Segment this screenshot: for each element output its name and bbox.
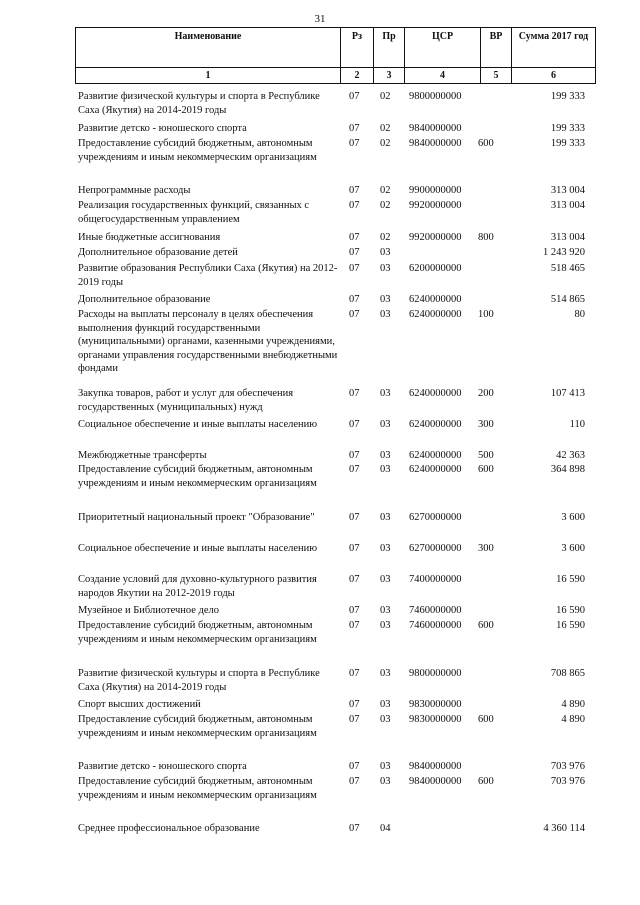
row-rz: 07 — [349, 185, 360, 196]
header-pr: Пр — [374, 28, 405, 68]
row-sum: 199 333 — [550, 91, 585, 102]
row-csr: 6240000000 — [409, 388, 462, 399]
row-csr: 6240000000 — [409, 309, 462, 320]
row-name: Расходы на выплаты персоналу в целях обеспечения выполнения функций государственными (муниципальными) органами, казенными учреждениями, органами управления государственными внебюджетными фондами — [78, 309, 338, 374]
row-sum: 4 890 — [561, 699, 585, 710]
row-csr: 9830000000 — [409, 714, 462, 725]
row-name: Развитие детско - юношеского спорта — [78, 761, 247, 772]
row-pr: 03 — [380, 419, 391, 430]
row-sum: 518 465 — [550, 263, 585, 274]
row-sum: 514 865 — [550, 294, 585, 305]
row-pr: 02 — [380, 232, 391, 243]
row-csr: 9840000000 — [409, 123, 462, 134]
row-pr: 03 — [380, 714, 391, 725]
row-pr: 03 — [380, 574, 391, 585]
row-pr: 03 — [380, 464, 391, 475]
row-pr: 02 — [380, 91, 391, 102]
row-vr: 600 — [478, 776, 494, 787]
row-rz: 07 — [349, 200, 360, 211]
row-name: Развитие физической культуры и спорта в Республике Саха (Якутия) на 2014-2019 годы — [78, 91, 320, 116]
row-rz: 07 — [349, 668, 360, 679]
row-pr: 03 — [380, 776, 391, 787]
row-name: Приоритетный национальный проект "Образование" — [78, 512, 315, 523]
row-pr: 03 — [380, 761, 391, 772]
row-sum: 3 600 — [561, 543, 585, 554]
header-sum: Сумма 2017 год — [512, 28, 596, 68]
row-csr: 9840000000 — [409, 138, 462, 149]
row-csr: 9840000000 — [409, 761, 462, 772]
row-csr: 6240000000 — [409, 294, 462, 305]
row-rz: 07 — [349, 605, 360, 616]
row-name: Дополнительное образование детей — [78, 247, 238, 258]
row-pr: 02 — [380, 185, 391, 196]
row-pr: 03 — [380, 294, 391, 305]
row-rz: 07 — [349, 309, 360, 320]
row-csr: 9920000000 — [409, 232, 462, 243]
row-csr: 6240000000 — [409, 450, 462, 461]
row-rz: 07 — [349, 294, 360, 305]
row-pr: 03 — [380, 620, 391, 631]
row-rz: 07 — [349, 91, 360, 102]
header-num-rz: 2 — [341, 68, 374, 84]
row-rz: 07 — [349, 761, 360, 772]
row-sum: 313 004 — [550, 232, 585, 243]
row-rz: 07 — [349, 512, 360, 523]
row-csr: 7460000000 — [409, 605, 462, 616]
row-csr: 7400000000 — [409, 574, 462, 585]
row-name: Развитие физической культуры и спорта в Республике Саха (Якутия) на 2014-2019 годы — [78, 668, 320, 693]
row-pr: 03 — [380, 450, 391, 461]
header-num-vr: 5 — [481, 68, 512, 84]
row-sum: 42 363 — [556, 450, 585, 461]
row-pr: 02 — [380, 123, 391, 134]
row-rz: 07 — [349, 419, 360, 430]
row-pr: 03 — [380, 512, 391, 523]
row-vr: 800 — [478, 232, 494, 243]
row-rz: 07 — [349, 450, 360, 461]
header-csr: ЦСР — [405, 28, 481, 68]
row-vr: 300 — [478, 543, 494, 554]
row-csr: 6240000000 — [409, 464, 462, 475]
row-name: Развитие образования Республики Саха (Якутия) на 2012-2019 годы — [78, 263, 338, 288]
row-name: Межбюджетные трансферты — [78, 450, 207, 461]
header-num-pr: 3 — [374, 68, 405, 84]
header-rz: Рз — [341, 28, 374, 68]
row-pr: 03 — [380, 388, 391, 399]
row-sum: 4 360 114 — [543, 823, 585, 834]
row-csr: 9800000000 — [409, 668, 462, 679]
row-name: Иные бюджетные ассигнования — [78, 232, 221, 243]
row-sum: 16 590 — [556, 574, 585, 585]
row-csr: 9830000000 — [409, 699, 462, 710]
row-rz: 07 — [349, 699, 360, 710]
row-sum: 107 413 — [550, 388, 585, 399]
row-sum: 1 243 920 — [543, 247, 585, 258]
row-csr: 9840000000 — [409, 776, 462, 787]
row-rz: 07 — [349, 823, 360, 834]
row-csr: 9900000000 — [409, 185, 462, 196]
row-pr: 03 — [380, 247, 391, 258]
row-vr: 200 — [478, 388, 494, 399]
row-name: Социальное обеспечение и иные выплаты населению — [78, 543, 318, 554]
header-name: Наименование — [76, 28, 341, 68]
row-name: Предоставление субсидий бюджетным, автономным учреждениям и иным некоммерческим организациям — [78, 138, 317, 163]
row-name: Предоставление субсидий бюджетным, автономным учреждениям и иным некоммерческим организациям — [78, 464, 317, 489]
row-sum: 313 004 — [550, 200, 585, 211]
row-sum: 16 590 — [556, 605, 585, 616]
row-vr: 600 — [478, 138, 494, 149]
row-name: Закупка товаров, работ и услуг для обеспечения государственных (муниципальных) нужд — [78, 388, 294, 413]
row-rz: 07 — [349, 123, 360, 134]
row-pr: 03 — [380, 699, 391, 710]
row-name: Дополнительное образование — [78, 294, 211, 305]
row-rz: 07 — [349, 543, 360, 554]
row-sum: 364 898 — [550, 464, 585, 475]
row-pr: 02 — [380, 138, 391, 149]
row-name: Реализация государственных функций, связанных с общегосударственным управлением — [78, 200, 310, 225]
row-name: Создание условий для духовно-культурного развития народов Якутии на 2012-2019 годы — [78, 574, 317, 599]
row-rz: 07 — [349, 620, 360, 631]
row-name: Развитие детско - юношеского спорта — [78, 123, 247, 134]
row-sum: 703 976 — [550, 776, 585, 787]
row-vr: 100 — [478, 309, 494, 320]
row-name: Предоставление субсидий бюджетным, автономным учреждениям и иным некоммерческим организациям — [78, 776, 317, 801]
row-name: Непрограммные расходы — [78, 185, 191, 196]
row-vr: 500 — [478, 450, 494, 461]
header-num-csr: 4 — [405, 68, 481, 84]
row-pr: 02 — [380, 200, 391, 211]
row-rz: 07 — [349, 263, 360, 274]
row-sum: 3 600 — [561, 512, 585, 523]
row-sum: 708 865 — [550, 668, 585, 679]
row-rz: 07 — [349, 138, 360, 149]
row-csr: 6200000000 — [409, 263, 462, 274]
row-rz: 07 — [349, 247, 360, 258]
row-pr: 04 — [380, 823, 391, 834]
row-csr: 6270000000 — [409, 512, 462, 523]
row-vr: 600 — [478, 620, 494, 631]
header-num-sum: 6 — [512, 68, 596, 84]
row-rz: 07 — [349, 388, 360, 399]
row-rz: 07 — [349, 232, 360, 243]
row-sum: 199 333 — [550, 138, 585, 149]
row-sum: 313 004 — [550, 185, 585, 196]
header-vr: ВР — [481, 28, 512, 68]
row-name: Среднее профессиональное образование — [78, 823, 260, 834]
row-pr: 03 — [380, 263, 391, 274]
row-csr: 7460000000 — [409, 620, 462, 631]
row-name: Музейное и Библиотечное дело — [78, 605, 220, 616]
row-sum: 199 333 — [550, 123, 585, 134]
row-pr: 03 — [380, 309, 391, 320]
row-name: Предоставление субсидий бюджетным, автономным учреждениям и иным некоммерческим организациям — [78, 620, 317, 645]
row-sum: 16 590 — [556, 620, 585, 631]
row-vr: 600 — [478, 464, 494, 475]
row-csr: 9800000000 — [409, 91, 462, 102]
row-pr: 03 — [380, 668, 391, 679]
row-name: Предоставление субсидий бюджетным, автономным учреждениям и иным некоммерческим организациям — [78, 714, 317, 739]
row-name: Спорт высших достижений — [78, 699, 201, 710]
row-vr: 300 — [478, 419, 494, 430]
row-csr: 6240000000 — [409, 419, 462, 430]
row-name: Социальное обеспечение и иные выплаты населению — [78, 419, 318, 430]
row-sum: 703 976 — [550, 761, 585, 772]
row-rz: 07 — [349, 776, 360, 787]
row-csr: 9920000000 — [409, 200, 462, 211]
row-rz: 07 — [349, 464, 360, 475]
row-sum: 4 890 — [561, 714, 585, 725]
row-sum: 110 — [569, 419, 585, 430]
row-csr: 6270000000 — [409, 543, 462, 554]
header-num-name: 1 — [76, 68, 341, 84]
row-rz: 07 — [349, 574, 360, 585]
page-number: 31 — [314, 13, 326, 25]
row-vr: 600 — [478, 714, 494, 725]
row-sum: 80 — [574, 309, 585, 320]
row-rz: 07 — [349, 714, 360, 725]
row-pr: 03 — [380, 605, 391, 616]
row-pr: 03 — [380, 543, 391, 554]
